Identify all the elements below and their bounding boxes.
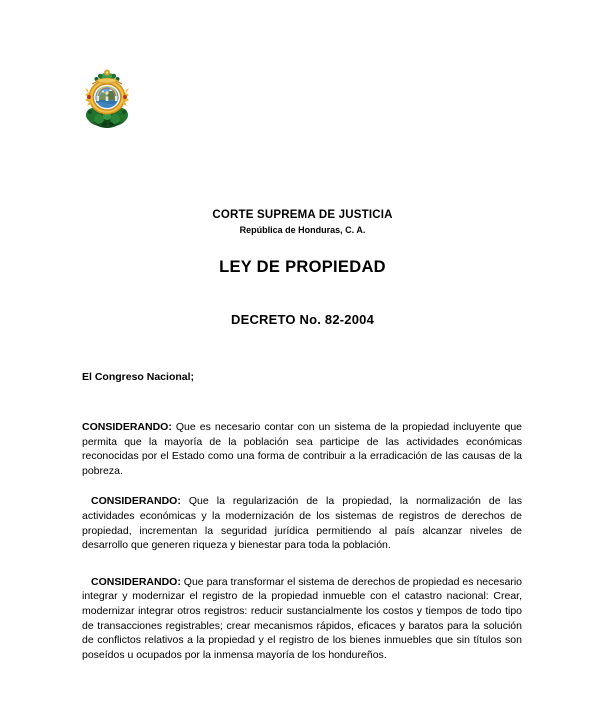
court-name: CORTE SUPREMA DE JUSTICIA bbox=[212, 209, 393, 221]
considerando-paragraph-1 bbox=[82, 420, 522, 478]
document-header bbox=[0, 208, 605, 237]
considerando-text-1: Que es necesario contar con un sistema de la propiedad incluyente que permita que la mayoría de la población sea participe de las actividades económicas reconocidas por el Estado como una forma de contribuir a la erradicación de las causas de la pobreza. bbox=[82, 421, 522, 477]
considerando-text-2: Que la regularización de la propiedad, la normalización de las actividades económicas y la modernización de los sistemas de registros de derechos de propiedad, incrementan la seguridad jurídica permitiendo al país alcanzar niveles de desarrollo que generen riqueza y bienestar para toda la población. bbox=[82, 495, 522, 552]
considerando-paragraph-2 bbox=[82, 494, 522, 552]
considerando-text-3: Que para transformar el sistema de derechos de propiedad es necesario integrar y modernizar el registro de la propiedad inmueble con el catastro nacional: Crear, modernizar integrar otros registros: reducir sustancialmente los costos y tiempos de todo tipo de transacciones registrables; crear mecanismos rápidos, eficaces y baratos para la solución de conflictos relativos a la propiedad y el registro de los bienes inmuebles que sin títulos son poseídos u ocupados por la inmensa mayoría de los hondureños. bbox=[82, 575, 522, 661]
considerando-label-3: CONSIDERANDO: bbox=[91, 575, 181, 588]
decree-number: DECRETO No. 82-2004 bbox=[231, 312, 374, 327]
page-title: LEY DE PROPIEDAD bbox=[219, 258, 386, 276]
document-body bbox=[82, 370, 522, 662]
congress-line: El Congreso Nacional; bbox=[82, 371, 195, 383]
honduras-coat-of-arms-icon bbox=[84, 66, 130, 128]
considerando-label-2: CONSIDERANDO: bbox=[91, 495, 181, 508]
republic-subtitle: República de Honduras, C. A. bbox=[239, 225, 366, 235]
considerando-label-1: CONSIDERANDO: bbox=[82, 421, 172, 433]
considerando-paragraph-3 bbox=[82, 575, 522, 663]
